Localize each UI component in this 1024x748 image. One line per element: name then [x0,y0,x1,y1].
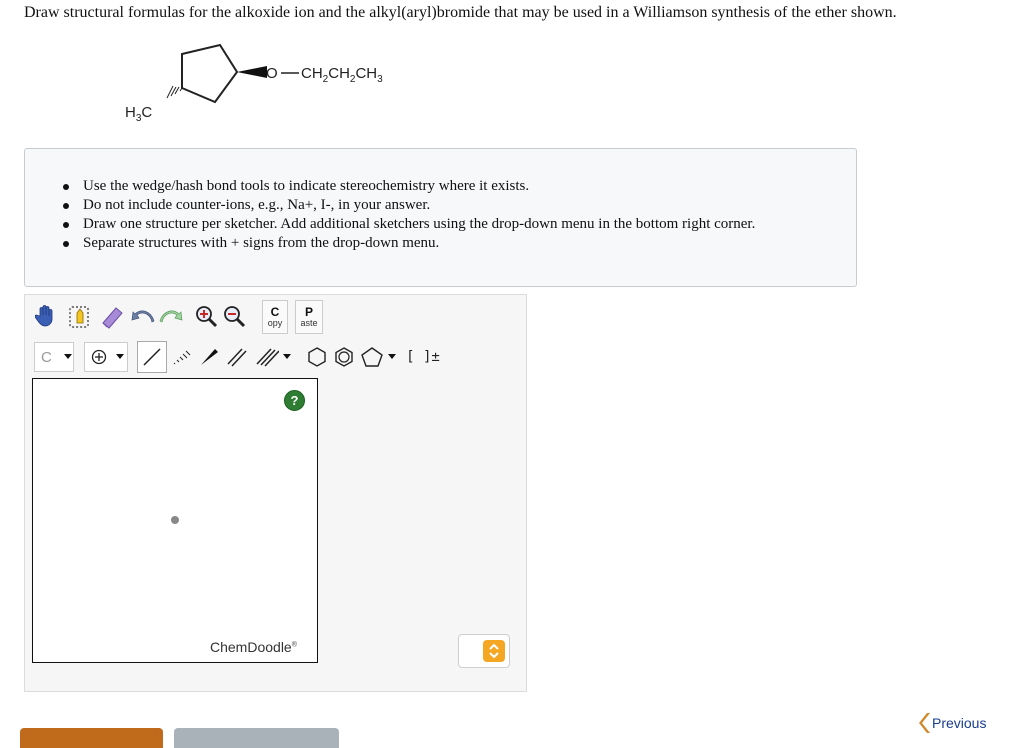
zoom-out-icon[interactable] [222,302,246,330]
sketcher-count-spinner[interactable] [458,634,510,668]
help-button[interactable]: ? [284,390,305,411]
oxygen-label: O [266,65,278,82]
secondary-action-button[interactable] [174,728,339,748]
canvas-cursor-dot [171,516,179,524]
chevron-down-icon[interactable] [116,354,124,359]
double-bond-icon[interactable] [224,342,250,372]
chevron-down-icon[interactable] [388,354,396,359]
triple-bond-icon[interactable] [252,342,282,372]
up-down-chevron-icon[interactable] [483,640,505,662]
chevron-left-icon [918,712,932,734]
eraser-icon[interactable] [98,302,126,330]
undo-icon[interactable] [130,302,156,330]
cyclohexane-icon[interactable] [304,342,330,372]
charge-bracket-tool[interactable]: [ ]± [406,349,440,365]
hand-pan-icon[interactable] [34,302,58,330]
instruction-item: Do not include counter-ions, e.g., Na+, I-, in your answer. [63,196,755,215]
chemdoodle-brand: ChemDoodle® [210,639,297,655]
instructions-list [63,177,755,253]
instruction-item: Separate structures with + signs from the drop-down menu. [63,234,755,253]
methyl-label: $H_3C$ [125,104,153,124]
propyl-chain-label: $CH_2CH_2CH_3$ [301,65,383,85]
cyclopentane-icon[interactable] [358,342,386,372]
paste-button[interactable]: P aste [295,300,323,334]
zoom-in-icon[interactable] [194,302,218,330]
single-bond-tool[interactable] [137,341,167,373]
chevron-down-icon[interactable] [64,354,72,359]
previous-link[interactable]: Previous [918,711,986,735]
benzene-icon[interactable] [331,342,357,372]
chevron-down-icon[interactable] [283,354,291,359]
plus-charge-icon [91,349,107,365]
redo-icon[interactable] [158,302,184,330]
ether-structure [115,40,415,130]
hashed-bond-icon[interactable] [168,342,194,372]
instruction-item: Draw one structure per sketcher. Add additional sketchers using the drop-down menu in the bottom right corner. [63,215,755,234]
copy-button[interactable]: C opy [262,300,288,334]
wedge-bond-icon[interactable] [196,342,222,372]
lasso-select-icon[interactable] [66,302,92,330]
instruction-item: Use the wedge/hash bond tools to indicate stereochemistry where it exists. [63,177,755,196]
atom-label-selector[interactable]: C [34,342,74,372]
instructions-panel [24,148,857,287]
question-text: Draw structural formulas for the alkoxide ion and the alkyl(aryl)bromide that may be used in a Williamson synthesis of the ether shown. [24,4,897,21]
submit-answer-button[interactable] [20,728,163,748]
